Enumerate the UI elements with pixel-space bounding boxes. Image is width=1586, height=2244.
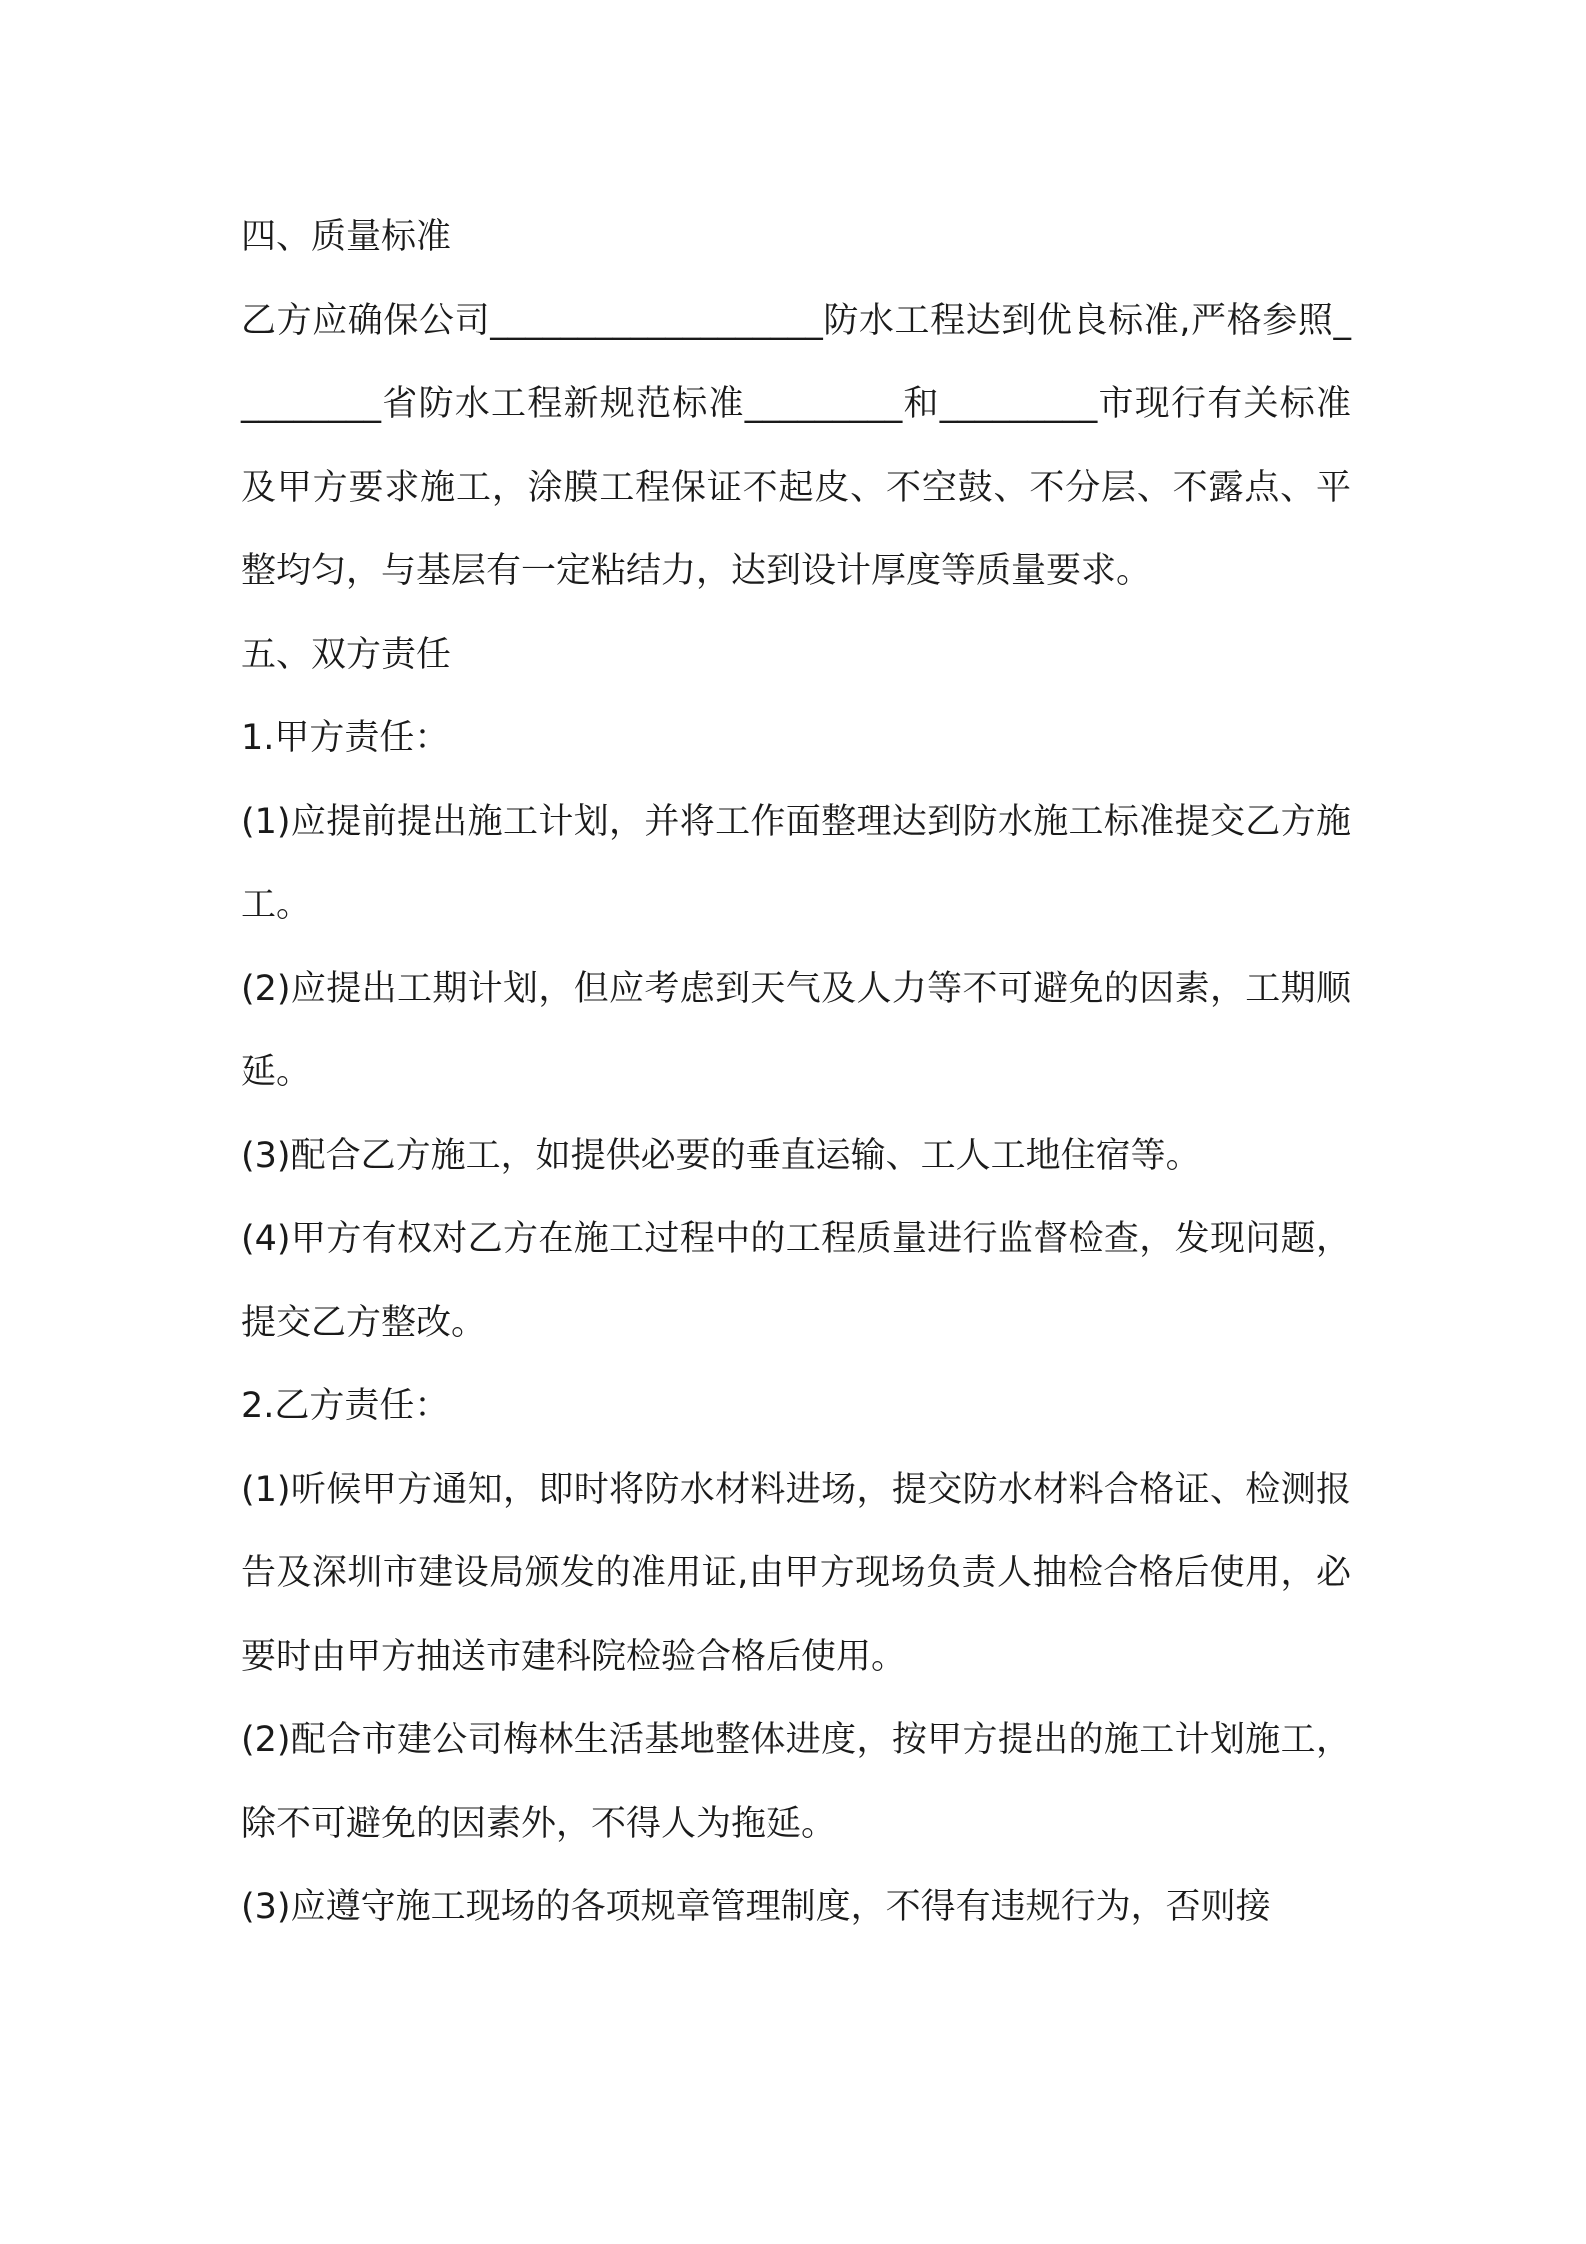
section-5-heading: 五、双方责任	[241, 634, 452, 675]
quality-standard-paragraph: 乙方应确保公司___________________防水工程达到优良标准,严格参照_________省防水工程新规范标准_________和_________市现行有关标准及甲方要求施工，涂膜工程保证不起皮、不空鼓、不分层、不露点、平整均匀，与基层有一定粘结力，达到设计厚度等质量要求。	[241, 300, 1351, 591]
document-body	[241, 196, 1351, 1950]
party-b-item-3: (3)应遵守施工现场的各项规章管理制度，不得有违规行为，否则接	[241, 1887, 1271, 1927]
party-b-item-1: (1)听候甲方通知，即时将防水材料进场，提交防水材料合格证、检测报告及深圳市建设局颁发的准用证,由甲方现场负责人抽检合格后使用，必要时由甲方抽送市建科院检验合格后使用。	[241, 1469, 1351, 1677]
party-b-heading: 2.乙方责任：	[241, 1386, 450, 1426]
party-a-heading: 1.甲方责任：	[241, 718, 450, 758]
party-a-item-2: (2)应提出工期计划，但应考虑到天气及人力等不可避免的因素，工期顺延。	[241, 968, 1351, 1092]
party-a-item-1: (1)应提前提出施工计划，并将工作面整理达到防水施工标准提交乙方施工。	[241, 801, 1351, 925]
section-4-heading: 四、质量标准	[241, 217, 452, 257]
party-a-item-3: (3)配合乙方施工，如提供必要的垂直运输、工人工地住宿等。	[241, 1135, 1201, 1176]
party-a-item-4: (4)甲方有权对乙方在施工过程中的工程质量进行监督检查，发现问题，提交乙方整改。	[241, 1219, 1351, 1343]
party-b-item-2: (2)配合市建公司梅林生活基地整体进度，按甲方提出的施工计划施工，除不可避免的因素外，不得人为拖延。	[241, 1720, 1351, 1844]
